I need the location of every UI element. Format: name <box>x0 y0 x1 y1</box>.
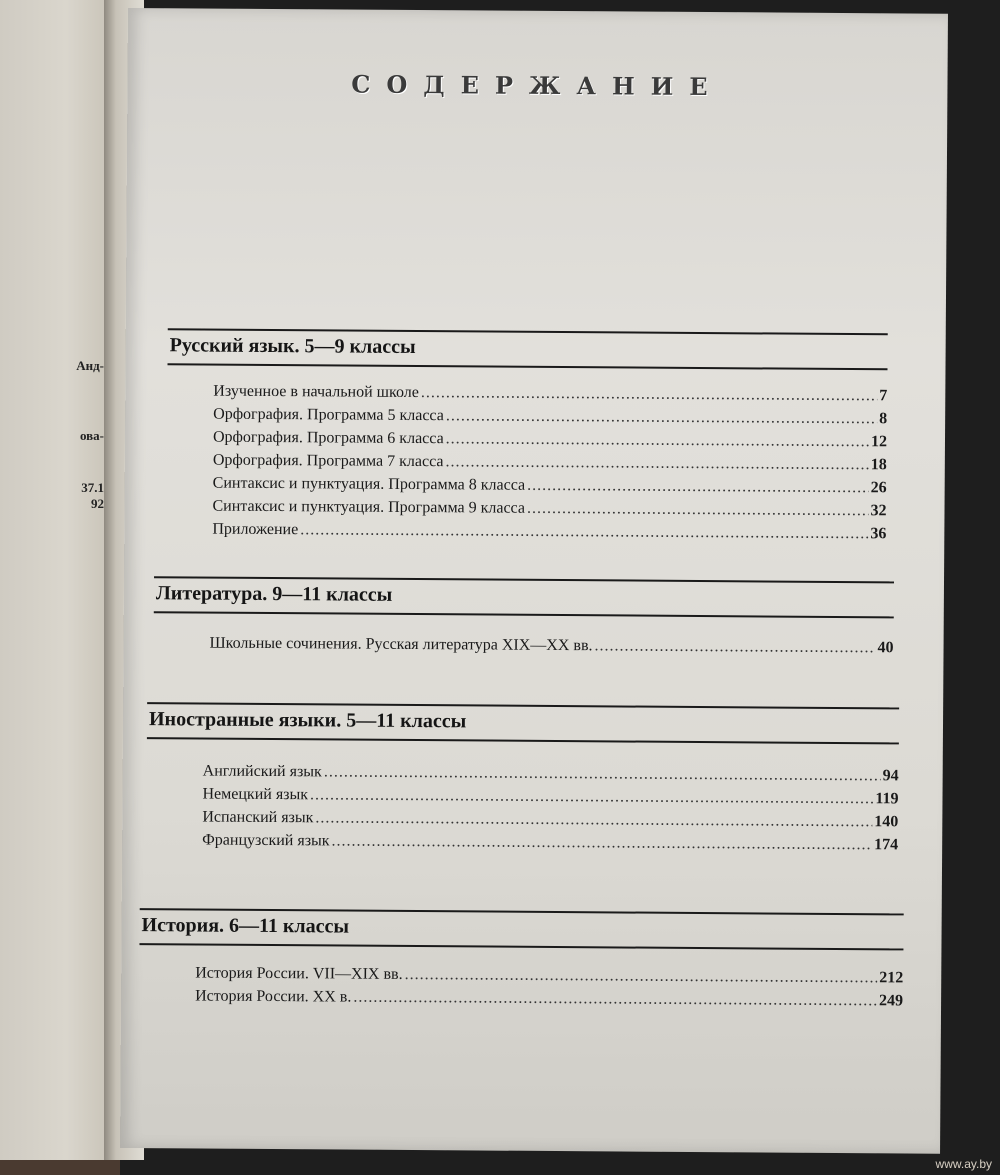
section-rule-bottom <box>147 737 899 744</box>
entry-page-number: 94 <box>882 767 899 785</box>
toc-section <box>139 908 904 1012</box>
leader-dots <box>527 474 869 499</box>
entry-page-number: 212 <box>879 969 904 987</box>
section-rule-bottom <box>139 943 903 950</box>
left-page-fragment: ова- <box>79 428 104 443</box>
entry-title: Приложение <box>212 520 299 539</box>
toc-entry[interactable] <box>212 518 886 546</box>
section-title: Русский язык. 5—9 классы <box>169 334 416 359</box>
entry-title: Испанский язык <box>202 808 314 827</box>
leader-dots <box>332 829 873 856</box>
leader-dots <box>446 404 877 430</box>
entry-title: Английский язык <box>202 762 322 781</box>
entry-page-number: 12 <box>870 433 888 451</box>
entry-page-number: 36 <box>870 525 887 543</box>
section-rule-bottom <box>154 611 894 618</box>
left-page-fragment: 92 <box>91 496 104 511</box>
entry-page-number: 119 <box>875 790 899 808</box>
entry-title: Школьные сочинения. Русская литература XIX—XX вв. <box>209 634 593 655</box>
entry-page-number: 32 <box>870 502 887 520</box>
entry-title: История России. XX в. <box>195 987 352 1006</box>
left-page-fragment: 37.1 <box>81 480 104 495</box>
leader-dots <box>446 427 869 453</box>
leader-dots <box>300 518 868 545</box>
entry-title: Орфография. Программа 6 класса <box>212 428 444 448</box>
entry-page-number: 140 <box>874 813 899 831</box>
section-rule-bottom <box>168 363 888 370</box>
entry-title: Немецкий язык <box>202 785 309 804</box>
toc-entry[interactable] <box>202 829 898 857</box>
entry-title: Синтаксис и пунктуация. Программа 9 класса <box>212 497 526 517</box>
entry-page-number: 7 <box>879 387 888 405</box>
entry-page-number: 26 <box>870 479 887 497</box>
section-entries <box>146 759 899 856</box>
entry-page-number: 8 <box>879 410 888 428</box>
entry-title: Изученное в начальной школе <box>213 382 419 402</box>
section-title: Иностранные языки. 5—11 классы <box>148 708 467 733</box>
section-title: Литература. 9—11 классы <box>155 582 393 606</box>
left-facing-page <box>0 0 113 1160</box>
leader-dots <box>421 381 878 407</box>
entry-title: Орфография. Программа 7 класса <box>212 451 444 471</box>
leader-dots <box>405 963 878 989</box>
section-title: История. 6—11 классы <box>141 914 350 938</box>
entry-page-number: 40 <box>877 639 894 657</box>
toc-entry[interactable] <box>209 632 893 660</box>
entry-page-number: 18 <box>870 456 887 474</box>
entry-title: Синтаксис и пунктуация. Программа 8 класса <box>212 474 526 494</box>
toc-section <box>153 576 894 659</box>
section-entries <box>139 961 903 1012</box>
leader-dots <box>527 497 869 522</box>
entry-title: Французский язык <box>202 831 330 850</box>
leader-dots <box>594 634 875 659</box>
page-title: СОДЕРЖАНИЕ <box>351 69 724 102</box>
entry-page-number: 249 <box>879 992 904 1010</box>
entry-title: История России. VII—XIX вв. <box>195 964 403 983</box>
toc-entry[interactable] <box>195 984 903 1012</box>
watermark: www.ay.by <box>935 1157 992 1171</box>
leader-dots <box>445 450 868 476</box>
entry-page-number: 174 <box>874 836 899 854</box>
leader-dots <box>353 986 877 1013</box>
toc-section <box>146 702 899 856</box>
left-page-fragment: Анд- <box>76 358 104 373</box>
section-entries <box>153 631 893 659</box>
contents-page <box>120 8 948 1154</box>
toc-section <box>166 328 887 545</box>
section-entries <box>166 379 887 545</box>
entry-title: Орфография. Программа 5 класса <box>213 405 444 425</box>
